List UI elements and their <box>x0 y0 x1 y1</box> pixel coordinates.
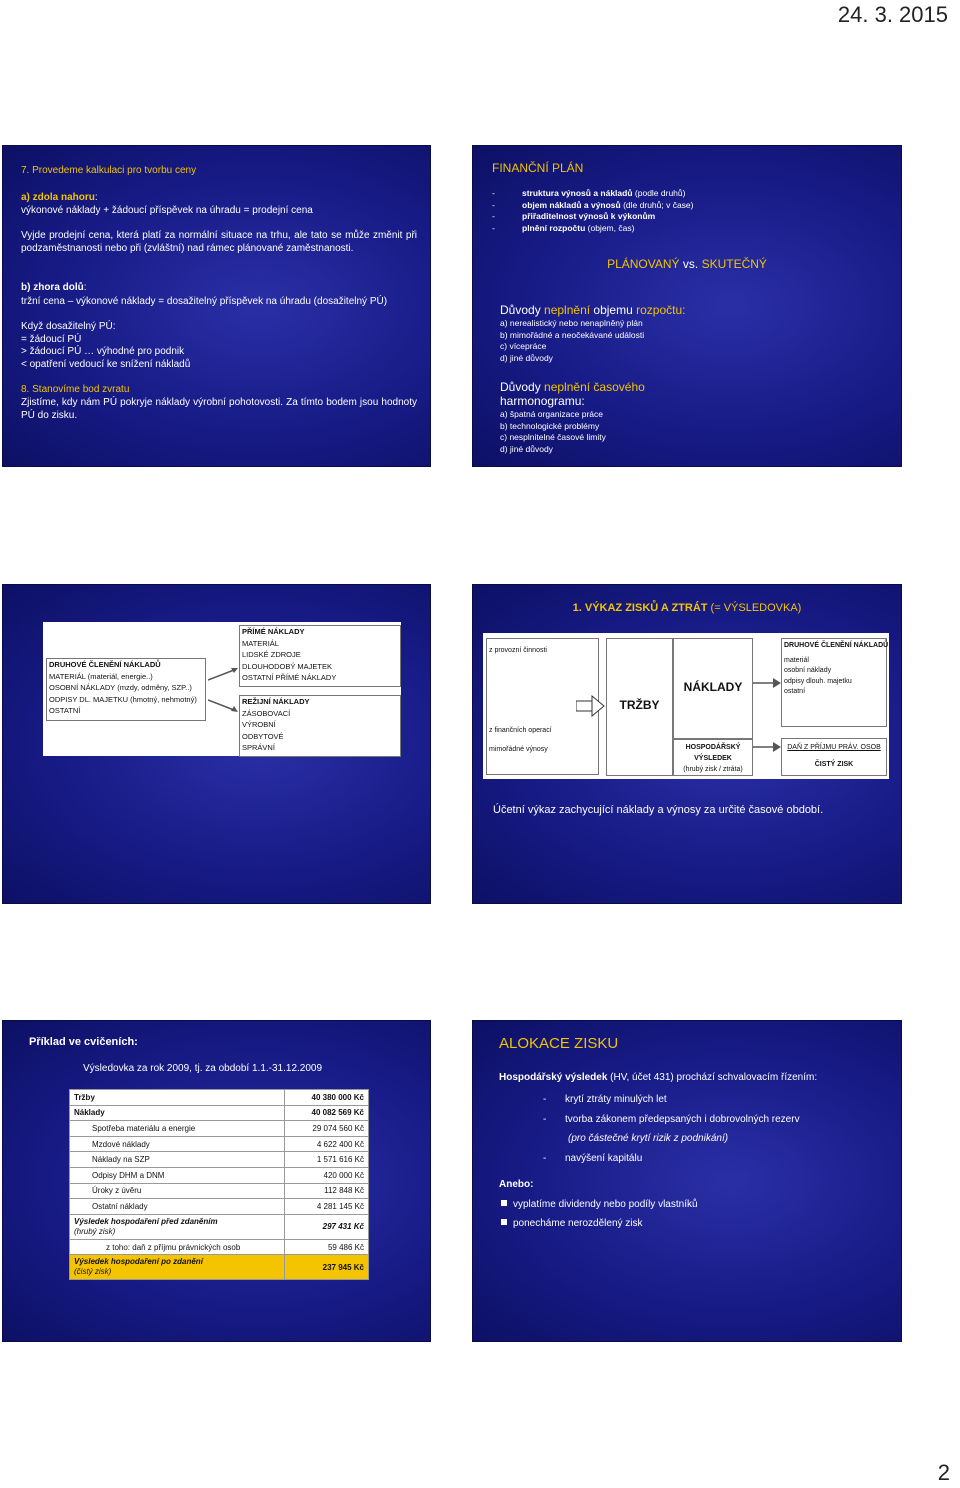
a-text: Vyjde prodejní cena, která platí za normální situace na trhu, ale tato se může změnit při podzaměstnanosti nebo při (zvláštní) nad rámec plánované zaměstnanosti. <box>21 230 417 254</box>
arrow-right-icon <box>753 673 783 693</box>
table-row: Úroky z úvěru 112 848 Kč <box>70 1183 369 1199</box>
slide-example <box>2 1020 431 1342</box>
fin-bullet: - plnění rozpočtu (objem, čas) <box>492 222 635 233</box>
fin-plan-title: FINANČNÍ PLÁN <box>492 161 584 175</box>
table-row: Výsledek hospodaření před zdaněním (hrubý zisk) 297 431 Kč <box>70 1214 369 1239</box>
slide-financial-plan <box>472 145 902 467</box>
result-box: HOSPODÁŘSKÝ VÝSLEDEK (hrubý zisk / ztráta) <box>673 739 753 776</box>
allocation-note: (pro částečné krytí rizik z podnikání) <box>568 1133 729 1144</box>
fin-bullet: - struktura výnosů a nákladů (podle druhů) <box>492 188 686 198</box>
pu-gt: > žádoucí PÚ … výhodné pro podnik <box>21 346 185 358</box>
table-row: Tržby 40 380 000 Kč <box>70 1090 369 1106</box>
slide-income-statement <box>472 584 902 904</box>
pu-when: Když dosažitelný PÚ: <box>21 321 116 332</box>
table-row: Náklady 40 082 569 Kč <box>70 1105 369 1121</box>
allocation-item: - navýšení kapitálu <box>543 1153 643 1164</box>
volume-reasons-list: a) nerealistický nebo nenaplněný plán b) mimořádné a neočekávané události c) vícepráce d) jiné důvody <box>500 318 645 363</box>
arrow-icons <box>208 660 240 720</box>
fin-bullets <box>492 188 694 234</box>
arrow-right-icon <box>753 737 783 757</box>
revenue-box: TRŽBY <box>606 638 673 776</box>
allocation-intro: Hospodářský výsledek (HV, účet 431) prochází schvalovacím řízením: <box>499 1072 818 1083</box>
allocation-or: Anebo: <box>499 1179 534 1190</box>
direct-costs-box: PŘÍMÉ NÁKLADY MATERIÁL LIDSKÉ ZDROJE DLOUHODOBÝ MAJETEK OSTATNÍ PŘÍMÉ NÁKLADY <box>239 625 401 687</box>
slide1-a: a) zdola nahoru: výkonové náklady + žádoucí příspěvek na úhradu = prodejní cena <box>21 192 417 217</box>
allocation-bullet: ponecháme nerozdělený zisk <box>501 1217 643 1230</box>
fin-bullet: - objem nákladů a výnosů (dle druhů; v čase) <box>492 199 694 210</box>
cost-types-box: DRUHOVÉ ČLENĚNÍ NÁKLADŮ MATERIÁL (materiál, energie..) OSOBNÍ NÁKLADY (mzdy, odměny, SZP..) ODPISY DL. MAJETKU (hmotný, nehmotný) OSTATNÍ <box>46 658 206 721</box>
allocation-bullet: vyplatíme dividendy nebo podíly vlastníků <box>501 1198 698 1211</box>
b-formula: tržní cena – výkonové náklady = dosažitelný příspěvek na úhradu (dosažitelný PÚ) <box>21 295 388 307</box>
square-bullet-icon <box>501 1200 507 1206</box>
table-row: Odpisy DHM a DNM 420 000 Kč <box>70 1167 369 1183</box>
pu-lt: < opatření vedoucí ke snížení nákladů <box>21 358 191 370</box>
example-title: Příklad ve cvičeních: <box>29 1036 138 1048</box>
planned-vs-actual: PLÁNOVANÝ vs. SKUTEČNÝ <box>607 257 767 271</box>
table-row: Mzdové náklady 4 622 400 Kč <box>70 1136 369 1152</box>
overhead-costs-box: REŽIJNÍ NÁKLADY ZÁSOBOVACÍ VÝROBNÍ ODBYTOVÉ SPRÁVNÍ <box>239 695 401 757</box>
slide-profit-allocation <box>472 1020 902 1342</box>
slide1-pu-list <box>21 321 417 371</box>
allocation-item: - krytí ztráty minulých let <box>543 1094 667 1105</box>
slide1-b: b) zhora dolů: tržní cena – výkonové náklady = dosažitelný příspěvek na úhradu (dosažitelný PÚ) <box>21 282 417 308</box>
allocation-item: - tvorba zákonem předepsaných i dobrovolných rezerv <box>543 1114 800 1125</box>
arrow-right-icon <box>576 695 606 717</box>
square-bullet-icon <box>501 1219 507 1225</box>
table-row: Spotřeba materiálu a energie 29 074 560 Kč <box>70 1121 369 1137</box>
allocation-title: ALOKACE ZISKU <box>499 1035 619 1052</box>
table-row: z toho: daň z příjmu právnických osob 59 486 Kč <box>70 1239 369 1255</box>
slide1-title: 7. Provedeme kalkulaci pro tvorbu ceny <box>21 165 197 176</box>
b-heading: b) zhora dolů <box>21 282 84 293</box>
a-formula: výkonové náklady + žádoucí příspěvek na úhradu = prodejní cena <box>21 204 313 216</box>
volume-reasons-heading: Důvody neplnění objemu rozpočtu: <box>500 303 686 317</box>
statement-caption: Účetní výkaz zachycující náklady a výnosy za určité časové období. <box>493 804 824 816</box>
slide-calculation <box>2 145 431 467</box>
income-statement-title: 1. VÝKAZ ZISKŮ A ZTRÁT (= VÝSLEDOVKA) <box>572 602 802 614</box>
time-reasons-heading: Důvody neplnění časového harmonogramu: <box>500 380 645 408</box>
time-reasons-list: a) špatná organizace práce b) technologické problémy c) nesplnitelné časové limity d) jiné důvody <box>500 409 606 454</box>
costs-box: NÁKLADY <box>673 638 753 739</box>
a-heading: a) zdola nahoru <box>21 192 95 203</box>
cost-types-box: DRUHOVÉ ČLENĚNÍ NÁKLADŮ materiál osobní náklady odpisy dlouh. majetku ostatní <box>781 638 887 727</box>
income-table <box>69 1089 369 1280</box>
table-row: Výsledek hospodaření po zdanění (čistý zisk) 237 945 Kč <box>70 1255 369 1280</box>
pu-eq: = žádoucí PÚ <box>21 333 82 345</box>
revenue-sources-box: z provozní činnosti z finančních operací mimořádné výnosy <box>486 638 599 775</box>
table-row: Ostatní náklady 4 281 145 Kč <box>70 1199 369 1215</box>
header-date: 24. 3. 2015 <box>837 2 948 27</box>
example-subtitle: Výsledovka za rok 2009, tj. za období 1.1.-31.12.2009 <box>83 1063 323 1074</box>
slide-cost-classification <box>2 584 431 904</box>
fin-bullet: - přiřaditelnost výnosů k výkonům <box>492 211 656 221</box>
page-number: 2 <box>937 1460 950 1485</box>
tax-profit-box: DAŇ Z PŘÍJMU PRÁV. OSOB ČISTÝ ZISK <box>781 738 887 776</box>
table-row: Náklady na SZP 1 571 616 Kč <box>70 1152 369 1168</box>
s8-text: Zjistíme, kdy nám PÚ pokryje náklady výrobní pohotovosti. Za tímto bodem jsou hodnoty PÚ do zisku. <box>21 397 417 421</box>
s8-title: 8. Stanovíme bod zvratu <box>21 384 130 395</box>
